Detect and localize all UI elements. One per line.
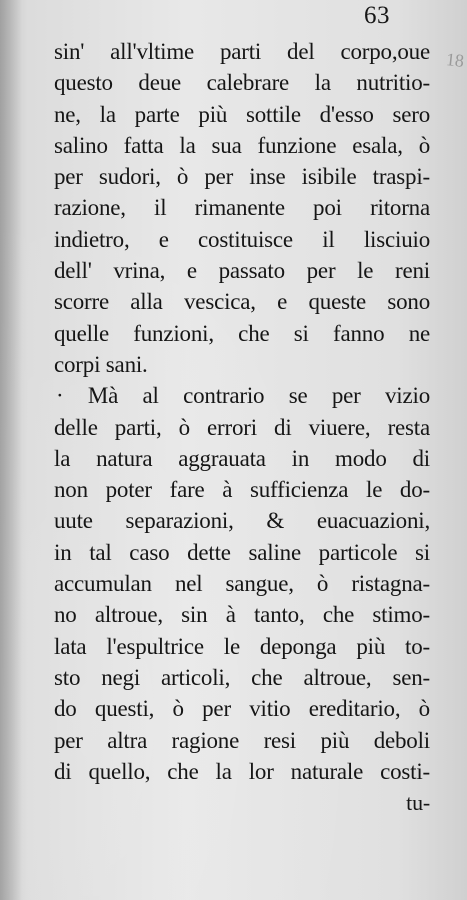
text-line-9: scorre alla vescica, e queste sono [54,289,430,315]
text-line-22: do questi, ò per vitio ereditario, ò [54,696,430,722]
text-line-12: · Mà al contrario se per vizio [56,383,430,409]
text-line-19: no altroue, sin à tanto, che stimo- [54,602,430,628]
page-number: 63 [364,2,390,29]
text-line-24: di quello, che la lor naturale costi- [54,758,430,784]
text-line-13: delle parti, ò errori di viuere, resta [54,414,430,440]
text-line-14: la natura aggrauata in modo di [54,445,430,471]
text-line-11: corpi sani. [54,351,148,377]
text-line-5: per sudori, ò per inse isibile traspi- [54,164,430,190]
gutter-shadow [0,0,22,900]
text-line-16: uute separazioni, & euacuazioni, [54,508,430,534]
text-line-3: ne, la parte più sottile d'esso sero [54,101,430,127]
text-line-1: sin' all'vltime parti del corpo,oue [54,39,430,64]
text-line-2: questo deue calebrare la nutritio- [54,70,430,96]
text-line-21: sto negi articoli, che altroue, sen- [54,664,430,690]
text-line-17: in tal caso dette saline particole si [54,539,430,565]
text-line-10: quelle funzioni, che si fanno ne [54,320,430,346]
margin-pencil-mark: 18 [445,49,466,71]
text-line-7: indietro, e costituisce il lisciuio [54,226,430,252]
text-line-4: salino fatta la sua funzione esala, ò [54,132,430,158]
text-line-23: per altra ragione resi più deboli [54,727,430,753]
text-line-15: non poter fare à sufficienza le do- [54,477,430,503]
text-line-20: lata l'espultrice le deponga più to- [54,633,430,659]
text-block [54,36,430,818]
text-line-6: razione, il rimanente poi ritorna [54,195,430,221]
text-line-18: accumulan nel sangue, ò ristagna- [54,571,430,597]
text-line-8: dell' vrina, e passato per le reni [54,258,430,284]
catchword: tu- [406,790,430,816]
